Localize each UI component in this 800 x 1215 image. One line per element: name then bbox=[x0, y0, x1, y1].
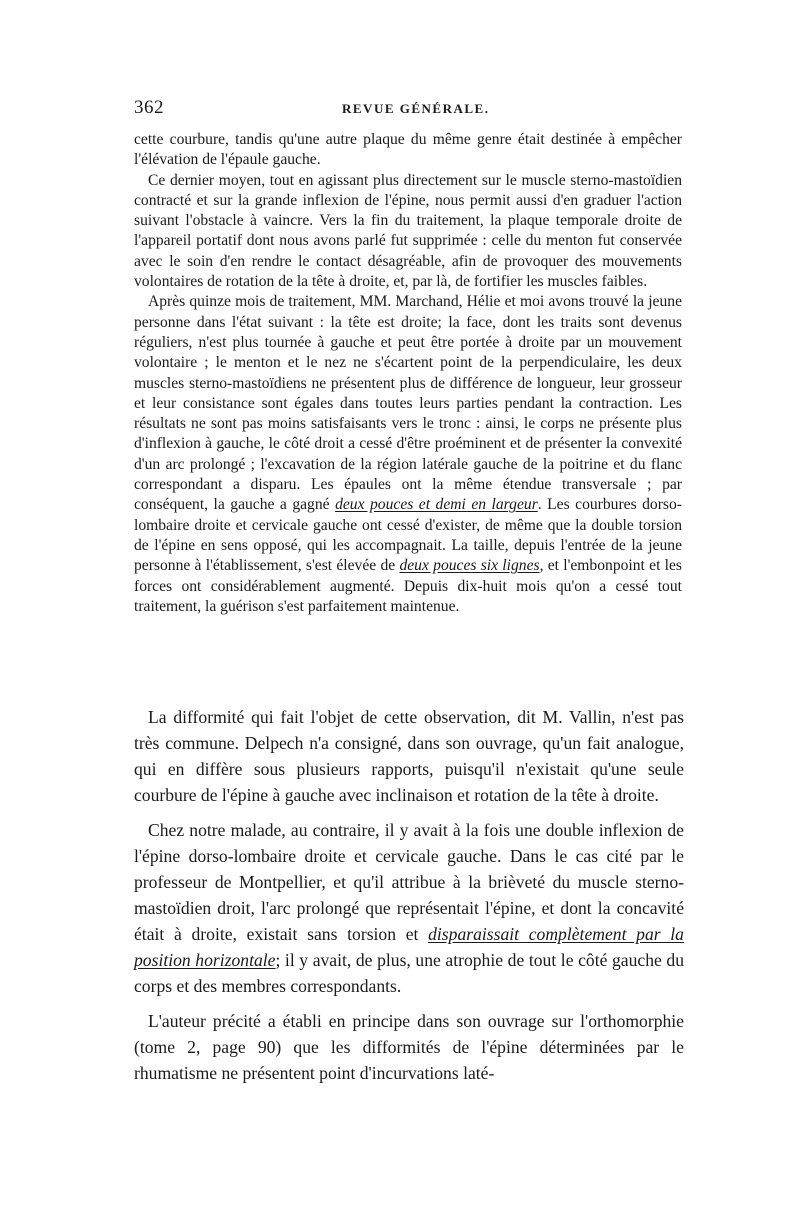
results-text-b: . Les courbures dorso-lombaire droite et cervicale gauche ont cessé d'exister, de même que la double torsion de l'épine en sens opposé, qui les accompagnait. La taille, depuis l'entrée de la jeune personne à l'établissement, s'est élevée de bbox=[134, 496, 682, 575]
paragraph-vallin: La difformité qui fait l'objet de cette observation, dit M. Vallin, n'est pas très commune. Delpech n'a consigné, dans son ouvrage, qu'un fait analogue, qui en diffère sous plusieurs rapports, puisqu'il n'existait qu'une seule courbure de l'épine à gauche avec inclinaison et rotation de la tête à droite. bbox=[134, 707, 684, 805]
running-head: REVUE GÉNÉRALE. bbox=[342, 101, 490, 116]
emphasis-horizontal-position: disparaissait complètement par la position horizontale bbox=[134, 924, 684, 970]
emphasis-height-gain: deux pouces six lignes bbox=[399, 557, 540, 575]
results-text-a: Après quinze mois de traitement, MM. Marchand, Hélie et moi avons trouvé la jeune personne dans l'état suivant : la tête est droite; la face, dont les traits sont devenus réguliers, n'est plus tournée à gauche et peut être portée à droite par un mouvement volontaire ; le menton et le nez ne s'écartent point de la perpendiculaire, les deux muscles sterno-mastoïdiens ne présentent plus de différence de longueur, leur grosseur et leur consistance sont égales dans toutes leurs parties pendant la contraction. Les résultats ne sont pas moins satisfaisants vers le tronc : ainsi, le corps ne présente plus d'inflexion à gauche, le côté droit a cessé d'être proéminent et de présenter la convexité d'un arc prolongé ; l'excavation de la région latérale gauche de la poitrine et du flanc correspondant a disparu. Les épaules ont la même étendue transversale ; par conséquent, la gauche a gagné bbox=[134, 293, 682, 514]
results-text-c: , et l'embonpoint et les forces ont considérablement augmenté. Depuis dix-huit mois qu'on a cessé tout traitement, la guérison s'est parfaitement maintenue. bbox=[134, 557, 682, 615]
paragraph-orthomorphie: L'auteur précité a établi en principe dans son ouvrage sur l'orthomorphie (tome 2, page 90) que les difformités de l'épine déterminées par le rhumatisme ne présentent point d'incurvations laté- bbox=[134, 1011, 684, 1083]
comparison-text-b: ; il y avait, de plus, une atrophie de tout le côté gauche du corps et des membres correspondants. bbox=[134, 950, 685, 996]
paragraph-comparison bbox=[134, 817, 684, 999]
main-text-block bbox=[134, 704, 684, 1095]
paragraph-treatment: Ce dernier moyen, tout en agissant plus directement sur le muscle sterno-mastoïdien contracté et sur la grande inflexion de l'épine, nous permit aussi d'en graduer l'action suivant l'obstacle à vaincre. Vers la fin du traitement, la plaque temporale droite de l'appareil portatif dont nous avons parlé fut supprimée : celle du menton fut conservée avec le soin d'en rendre le contact désagréable, afin de provoquer des mouvements volontaires de rotation de la tête à droite, et, par là, de fortifier les muscles faibles. bbox=[134, 171, 682, 291]
comparison-text-a: Chez notre malade, au contraire, il y avait à la fois une double inflexion de l'épine dorso-lombaire droite et cervicale gauche. Dans le cas cité par le professeur de Montpellier, et qu'il attribue à la brièveté du muscle sterno-mastoïdien droit, l'arc prolongé que représentait l'épine, et dont la concavité était à droite, existait sans torsion et bbox=[134, 820, 684, 944]
paragraph-continuation: cette courbure, tandis qu'une autre plaque du même genre était destinée à empêcher l'élévation de l'épaule gauche. bbox=[134, 131, 682, 169]
small-print-block bbox=[134, 130, 682, 617]
page-header bbox=[134, 97, 680, 121]
emphasis-width-gain: deux pouces et demi en largeur bbox=[335, 496, 538, 514]
paragraph-results bbox=[134, 292, 682, 617]
page-number: 362 bbox=[134, 97, 164, 118]
